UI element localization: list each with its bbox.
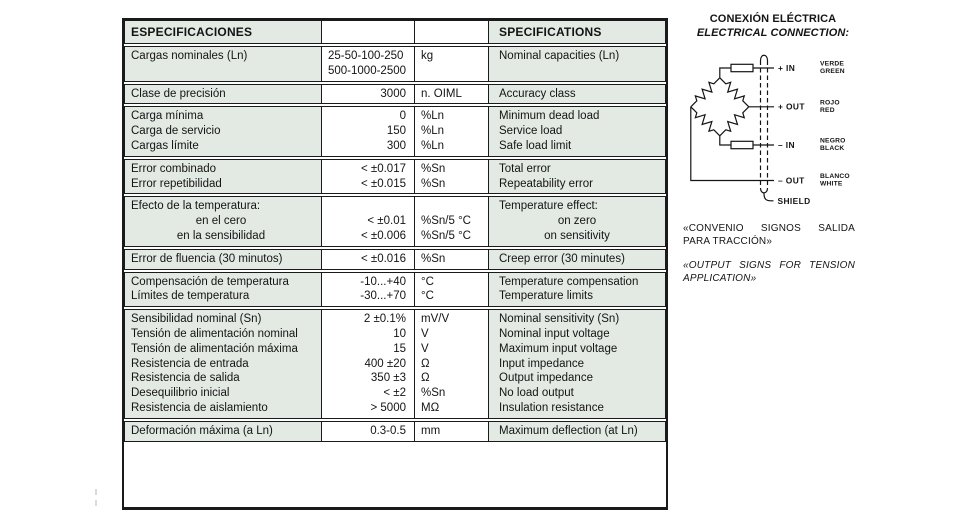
header-cell-values	[321, 21, 414, 43]
spec-line: Límites de temperatura	[131, 290, 250, 303]
spec-line	[131, 64, 321, 79]
spec-line: MΩ	[421, 401, 440, 414]
spec-line: < ±0.01	[367, 215, 406, 228]
spec-line: Compensación de temperatura	[131, 275, 289, 288]
spec-row	[124, 272, 666, 308]
spec-cell-en	[488, 160, 665, 194]
spec-line: %Sn	[421, 177, 446, 190]
spec-line: Repeatability error	[499, 177, 593, 190]
spec-cell-val	[321, 273, 414, 307]
cable-shield	[761, 55, 774, 201]
header-values-blank	[322, 23, 406, 41]
spec-line: Error combinado	[131, 162, 217, 175]
spec-cell-val	[321, 197, 414, 245]
header-cell-es	[125, 21, 321, 43]
spec-cell-val	[321, 310, 414, 418]
spec-line: 350 ±3	[370, 372, 406, 385]
spec-line: Ω	[421, 372, 430, 385]
spec-line: > 5000	[370, 401, 406, 414]
spec-line	[322, 199, 406, 214]
spec-line: Service load	[499, 125, 563, 138]
spec-line: 10	[393, 327, 406, 340]
spec-line: 3000	[380, 87, 406, 100]
spec-line: n. OIML	[421, 87, 462, 100]
spec-cell-val	[321, 47, 414, 81]
spec-line: Desequilibrio inicial	[131, 387, 230, 400]
spec-cell-unit	[414, 250, 488, 269]
spec-cell-unit	[414, 273, 488, 307]
spec-line: mV/V	[421, 313, 450, 326]
spec-line: Accuracy class	[499, 87, 576, 100]
spec-line: Temperature compensation	[499, 275, 639, 288]
spec-line	[421, 64, 488, 79]
diagram-title	[683, 13, 863, 40]
spec-line: Tensión de alimentación máxima	[131, 342, 298, 355]
wire-color-white-en: WHITE	[820, 180, 843, 188]
spec-line: Nominal sensitivity (Sn)	[499, 313, 620, 326]
spec-line: %Ln	[421, 139, 445, 152]
header-cell-en	[488, 21, 665, 43]
spec-table-header-row	[124, 20, 666, 44]
spec-line: on sensitivity	[544, 229, 610, 242]
spec-line: °C	[421, 290, 434, 303]
spec-cell-en	[488, 310, 665, 418]
spec-line: 400 ±20	[364, 357, 406, 370]
wheatstone-bridge	[684, 71, 755, 142]
shield-label: SHIELD	[777, 195, 811, 206]
spec-line: Ω	[421, 357, 430, 370]
spec-line: < ±0.017	[360, 162, 406, 175]
spec-cell-es	[125, 197, 321, 245]
spec-line: Input impedance	[499, 357, 585, 370]
spec-line: -10...+40	[360, 275, 406, 288]
spec-cell-unit	[414, 160, 488, 194]
wire-color-white-es: BLANCO	[820, 173, 850, 181]
spec-cell-val	[321, 107, 414, 155]
spec-cell-es	[125, 85, 321, 104]
wire-color-red-en: RED	[820, 107, 835, 114]
spec-line: Error de fluencia (30 minutos)	[131, 252, 283, 265]
spec-line: %Sn	[421, 387, 446, 400]
spec-cell-unit	[414, 197, 488, 245]
spec-line: Sensibilidad nominal (Sn)	[131, 313, 262, 326]
spec-line: Carga mínima	[131, 110, 204, 123]
spec-line: kg	[421, 50, 434, 62]
spec-cell-en	[488, 250, 665, 269]
spec-line: Total error	[499, 162, 551, 175]
spec-line: Safe load limit	[499, 139, 572, 152]
spec-line: -30...+70	[360, 290, 406, 303]
compensation-resistor-minus-in	[731, 141, 753, 148]
spec-line: Minimum dead load	[499, 110, 600, 123]
spec-line: Resistencia de aislamiento	[131, 401, 268, 414]
spec-row	[124, 159, 666, 195]
spec-line: Nominal capacities (Ln)	[499, 50, 620, 62]
spec-row	[124, 84, 666, 105]
spec-cell-unit	[414, 422, 488, 441]
wire-color-green-es: VERDE	[820, 60, 845, 68]
spec-cell-unit	[414, 107, 488, 155]
note-output-signs-en: «OUTPUT SIGNS FOR TENSION APPLICATION»	[683, 260, 855, 284]
wire-color-red-es: ROJO	[820, 99, 840, 107]
spec-row	[124, 196, 666, 246]
compensation-resistor-plus-in	[731, 64, 753, 71]
spec-cell-val	[321, 422, 414, 441]
spec-line: Efecto de la temperatura:	[131, 200, 261, 213]
spec-line: < ±2	[383, 387, 406, 400]
spec-line: < ±0.015	[360, 177, 406, 190]
spec-line	[421, 199, 488, 214]
wire-label-minus-out: – OUT	[778, 175, 805, 186]
spec-line: 150	[386, 125, 406, 138]
spec-line: Nominal input voltage	[499, 327, 610, 340]
page-edge-artifact	[95, 489, 97, 495]
spec-line: No load output	[499, 387, 574, 400]
spec-line: < ±0.016	[360, 252, 406, 265]
spec-cell-en	[488, 422, 665, 441]
spec-line: %Sn	[421, 252, 446, 265]
spec-cell-unit	[414, 85, 488, 104]
spec-line: °C	[421, 275, 434, 288]
spec-line: %Ln	[421, 125, 445, 138]
spec-line: on zero	[557, 215, 597, 228]
spec-line: V	[421, 342, 429, 355]
spec-line: %Sn/5 °C	[421, 215, 471, 228]
spec-line: Creep error (30 minutes)	[499, 252, 625, 265]
spec-line: Output impedance	[499, 372, 593, 385]
spec-line: Insulation resistance	[499, 401, 604, 414]
spec-line: 500-1000-2500	[328, 64, 407, 77]
header-title-es: ESPECIFICACIONES	[131, 25, 253, 39]
spec-cell-unit	[414, 47, 488, 81]
electrical-connection-panel	[683, 13, 863, 285]
spec-table	[122, 18, 668, 510]
spec-line: Maximum input voltage	[499, 342, 618, 355]
spec-line: 300	[386, 139, 406, 152]
spec-cell-val	[321, 250, 414, 269]
spec-cell-es	[125, 47, 321, 81]
spec-line: Deformación máxima (a Ln)	[131, 424, 273, 437]
spec-line: 0.3-0.5	[370, 424, 406, 437]
spec-row	[124, 106, 666, 156]
spec-line: Cargas límite	[131, 139, 199, 152]
header-cell-units	[414, 21, 488, 43]
spec-line: 15	[393, 342, 406, 355]
spec-cell-en	[488, 85, 665, 104]
spec-line: %Sn/5 °C	[421, 229, 471, 242]
wire-label-plus-in: + IN	[778, 62, 796, 73]
spec-cell-es	[125, 310, 321, 418]
spec-line: Cargas nominales (Ln)	[131, 50, 248, 62]
spec-line: en el cero	[195, 215, 247, 228]
spec-cell-es	[125, 107, 321, 155]
note-output-signs-es: «CONVENIO SIGNOS SALIDA PARA TRACCIÓN»	[683, 223, 855, 247]
spec-line: Clase de precisión	[131, 87, 226, 100]
spec-line: Resistencia de salida	[131, 372, 240, 385]
spec-cell-en	[488, 47, 665, 81]
spec-line: 0	[399, 110, 406, 123]
spec-line: Temperature limits	[499, 290, 593, 303]
page-edge-artifact	[95, 500, 97, 506]
wire-color-black-es: NEGRO	[820, 137, 846, 145]
spec-cell-val	[321, 85, 414, 104]
spec-line: Maximum deflection (at Ln)	[499, 424, 638, 437]
spec-line: 25-50-100-250	[328, 50, 404, 62]
spec-cell-unit	[414, 310, 488, 418]
header-title-en: SPECIFICATIONS	[499, 25, 602, 39]
spec-cell-en	[488, 273, 665, 307]
spec-line: Temperature effect:	[499, 200, 598, 213]
diagram-title-en: ELECTRICAL CONNECTION:	[696, 26, 850, 39]
spec-cell-val	[321, 160, 414, 194]
wire-color-black-en: BLACK	[820, 145, 845, 153]
wire-color-green-en: GREEN	[820, 68, 845, 76]
spec-cell-en	[488, 107, 665, 155]
spec-line: < ±0.006	[360, 229, 406, 242]
spec-line: Tensión de alimentación nominal	[131, 327, 298, 340]
spec-line: en la sensibilidad	[176, 229, 266, 242]
spec-cell-en	[488, 197, 665, 245]
spec-table-body	[124, 46, 666, 442]
spec-cell-es	[125, 160, 321, 194]
spec-line: %Sn	[421, 162, 446, 175]
wire-label-plus-out: + OUT	[778, 101, 805, 112]
spec-line: Error repetibilidad	[131, 177, 222, 190]
spec-row	[124, 249, 666, 270]
spec-row	[124, 421, 666, 442]
header-units-blank	[421, 23, 488, 41]
bridge-circuit-diagram	[683, 49, 863, 209]
spec-line: 2 ±0.1%	[363, 313, 406, 326]
spec-line: mm	[421, 424, 441, 437]
spec-row	[124, 309, 666, 419]
wire-label-minus-in: – IN	[778, 139, 795, 150]
spec-line	[499, 64, 665, 79]
spec-line: Resistencia de entrada	[131, 357, 249, 370]
spec-line: %Ln	[421, 110, 445, 123]
spec-row	[124, 46, 666, 82]
spec-line: V	[421, 327, 429, 340]
spec-cell-es	[125, 422, 321, 441]
spec-line: Carga de servicio	[131, 125, 221, 138]
diagram-title-es: CONEXIÓN ELÉCTRICA	[709, 13, 837, 25]
spec-cell-es	[125, 273, 321, 307]
spec-cell-es	[125, 250, 321, 269]
